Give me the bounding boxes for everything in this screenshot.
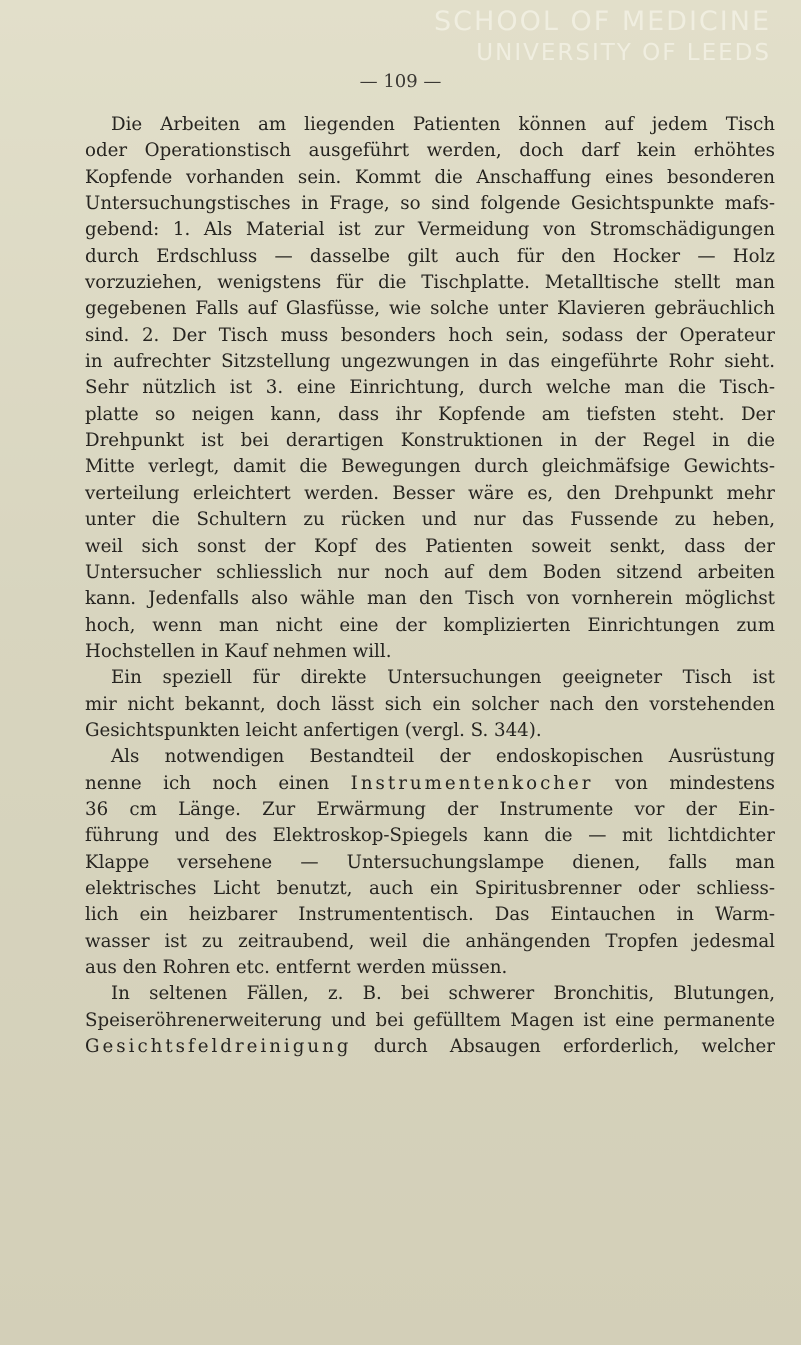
text-line: verteilung erleichtert werden. Besser wäre es, den Drehpunkt mehr: [85, 482, 775, 504]
text-line: [85, 771, 775, 797]
text-line: unter die Schultern zu rücken und nur das Fussende zu heben,: [85, 509, 775, 531]
text-line: mir nicht bekannt, doch lässt sich ein solcher nach den vorstehenden: [85, 693, 775, 715]
text-line: 36 cm Länge. Zur Erwärmung der Instrumente vor der Ein-: [85, 798, 775, 820]
text-line: elektrisches Licht benutzt, auch ein Spiritusbrenner oder schliess-: [85, 877, 775, 899]
body-text: [85, 112, 775, 1060]
text-line: platte so neigen kann, dass ihr Kopfende am tiefsten steht. Der: [85, 403, 775, 425]
text-line: Speiseröhrenerweiterung und bei gefülltem Magen ist eine permanente: [85, 1009, 775, 1031]
text-segment: nenne ich noch einen: [85, 772, 351, 794]
text-line: Die Arbeiten am liegenden Patienten können auf jedem Tisch: [111, 114, 775, 135]
text-line: gegebenen Falls auf Glasfüsse, wie solche unter Klavieren gebräuchlich: [85, 298, 775, 320]
text-line: hoch, wenn man nicht eine der komplizierten Einrichtungen zum: [85, 614, 775, 636]
text-line: kann. Jedenfalls also wähle man den Tisch von vornherein möglichst: [85, 588, 775, 610]
text-line: In seltenen Fällen, z. B. bei schwerer Bronchitis, Blutungen,: [111, 983, 775, 1005]
emphasized-term: Gesichtsfeldreinigung: [85, 1036, 352, 1058]
text-line: Gesichtspunkten leicht anfertigen (vergl. S. 344).: [85, 719, 542, 741]
text-segment: durch Absaugen erforderlich, welcher: [351, 1036, 775, 1058]
text-line: vorzuziehen, wenigstens für die Tischplatte. Metalltische stellt man: [85, 272, 775, 294]
text-line: [85, 1034, 775, 1060]
text-line: Klappe versehene — Untersuchungslampe dienen, falls man: [85, 851, 775, 873]
page-number: — 109 —: [359, 71, 442, 92]
text-line: wasser ist zu zeitraubend, weil die anhängenden Tropfen jedesmal: [85, 930, 775, 952]
text-line: Mitte verlegt, damit die Bewegungen durch gleichmäfsige Gewichts-: [85, 456, 775, 478]
text-line: Als notwendigen Bestandteil der endoskopischen Ausrüstung: [111, 746, 775, 768]
text-line: Untersuchungstisches in Frage, so sind folgende Gesichtspunkte mafs-: [85, 193, 775, 215]
watermark-line-2: UNIVERSITY OF LEEDS: [476, 40, 771, 66]
text-line: in aufrechter Sitzstellung ungezwungen in das eingeführte Rohr sieht.: [85, 351, 775, 373]
text-line: Kopfende vorhanden sein. Kommt die Anschaffung eines besonderen: [85, 166, 775, 188]
text-line: oder Operationstisch ausgeführt werden, doch darf kein erhöhtes: [85, 140, 775, 162]
text-line: sind. 2. Der Tisch muss besonders hoch sein, sodass der Operateur: [85, 324, 775, 346]
text-segment: von mindestens: [593, 772, 775, 794]
text-line: Drehpunkt ist bei derartigen Konstruktionen in der Regel in die: [85, 430, 775, 452]
watermark-line-1: SCHOOL OF MEDICINE: [434, 6, 771, 37]
text-line: führung und des Elektroskop-Spiegels kann die — mit lichtdichter: [85, 825, 775, 847]
text-line: Hochstellen in Kauf nehmen will.: [85, 640, 392, 662]
text-line: Untersucher schliesslich nur noch auf dem Boden sitzend arbeiten: [85, 561, 775, 583]
text-line: Sehr nützlich ist 3. eine Einrichtung, durch welche man die Tisch-: [85, 377, 775, 399]
text-line: gebend: 1. Als Material ist zur Vermeidung von Stromschädigungen: [85, 219, 775, 241]
text-line: Ein speziell für direkte Untersuchungen geeigneter Tisch ist: [111, 667, 775, 689]
text-line: durch Erdschluss — dasselbe gilt auch für den Hocker — Holz: [85, 245, 775, 267]
text-line: aus den Rohren etc. entfernt werden müssen.: [85, 957, 508, 978]
text-line: lich ein heizbarer Instrumententisch. Das Eintauchen in Warm-: [85, 904, 775, 926]
text-line: weil sich sonst der Kopf des Patienten soweit senkt, dass der: [85, 535, 775, 557]
emphasized-term: Instrumentenkocher: [350, 772, 594, 794]
